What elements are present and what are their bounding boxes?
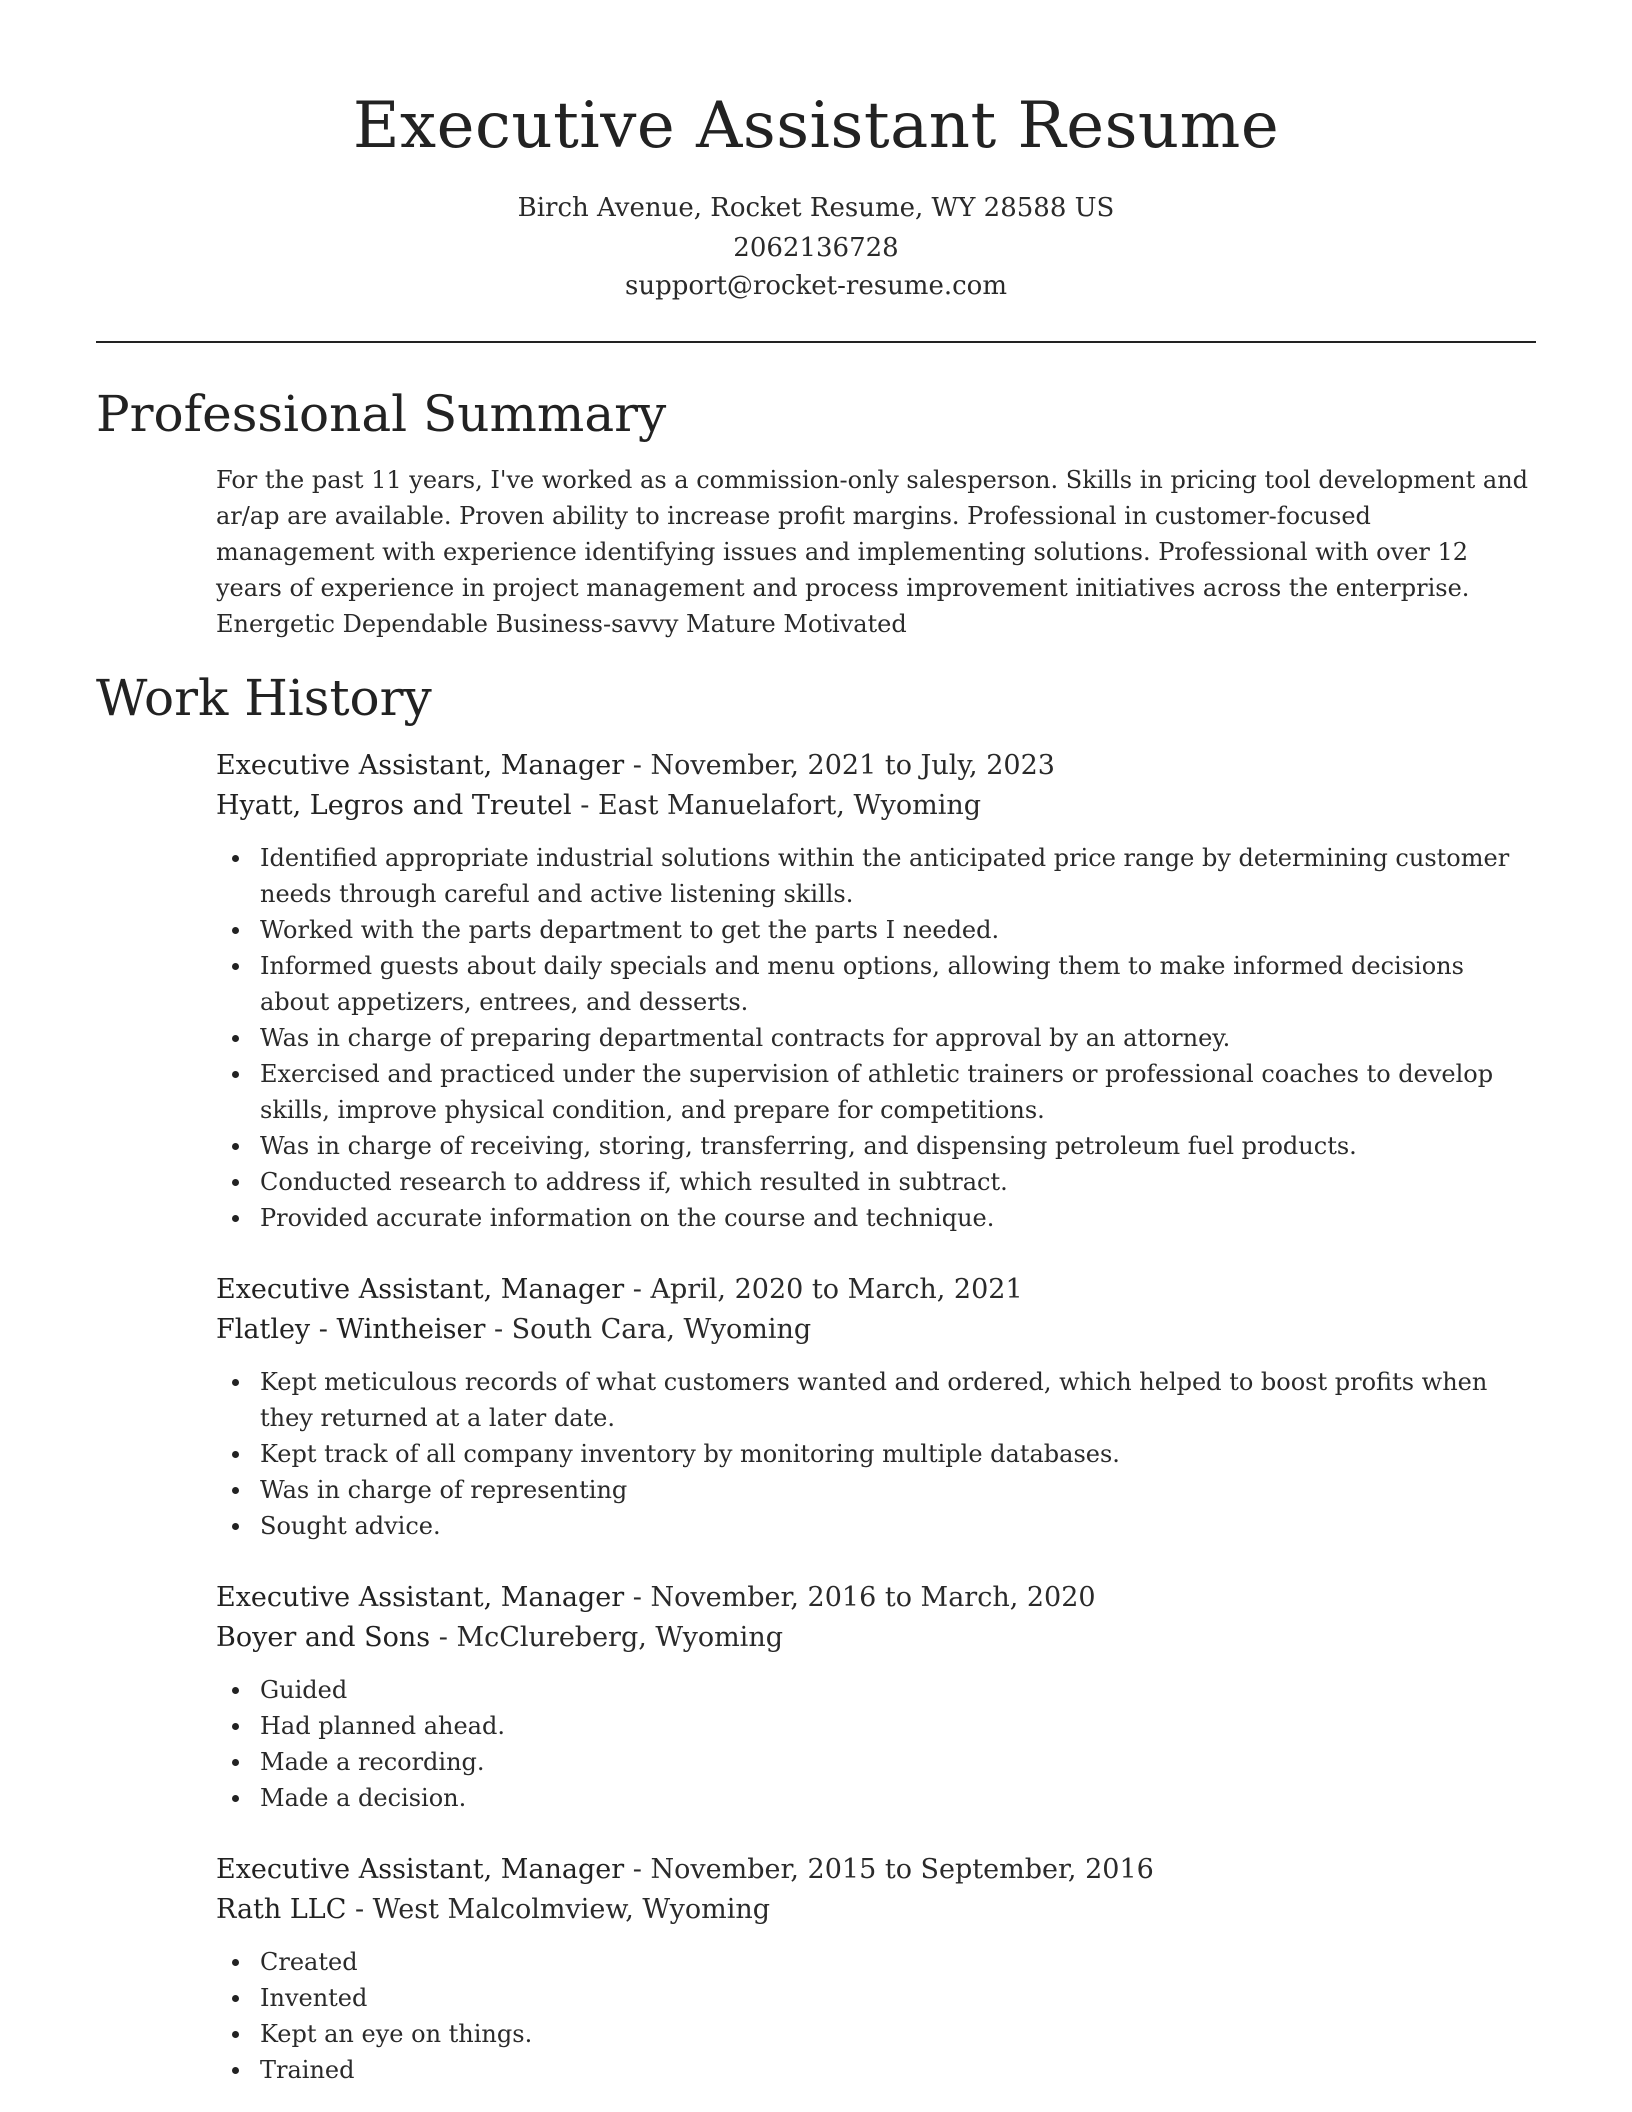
job-title: Executive Assistant, Manager — [216, 1854, 625, 1885]
job-title-line — [216, 746, 1536, 786]
job-bullets — [216, 840, 1536, 1236]
job-bullet: Provided accurate information on the course and technique. — [260, 1200, 1536, 1236]
job-entry — [216, 1850, 1536, 2088]
job-dates: - November, 2015 to September, 2016 — [624, 1854, 1154, 1885]
job-bullet: Informed guests about daily specials and menu options, allowing them to make informed decisions about appetizers, entrees, and desserts. — [260, 948, 1536, 1020]
job-bullet: Kept meticulous records of what customers wanted and ordered, which helped to boost profits when they returned at a later date. — [260, 1364, 1536, 1436]
job-bullet: Was in charge of preparing departmental contracts for approval by an attorney. — [260, 1020, 1536, 1056]
job-bullets — [216, 1944, 1536, 2088]
job-dates: - November, 2016 to March, 2020 — [624, 1582, 1096, 1613]
job-bullet: Trained — [260, 2052, 1536, 2088]
job-bullet: Made a decision. — [260, 1780, 1536, 1816]
job-company-line — [216, 786, 1536, 826]
job-entry — [216, 1270, 1536, 1544]
job-location: - South Cara, Wyoming — [485, 1314, 812, 1345]
job-company: Boyer and Sons — [216, 1622, 431, 1653]
job-bullet: Worked with the parts department to get the parts I needed. — [260, 912, 1536, 948]
work-history-heading: Work History — [96, 669, 432, 727]
job-company-line — [216, 1618, 1536, 1658]
job-entry — [216, 746, 1536, 1236]
job-bullet: Was in charge of receiving, storing, transferring, and dispensing petroleum fuel products. — [260, 1128, 1536, 1164]
job-title: Executive Assistant, Manager — [216, 1274, 625, 1305]
job-bullet: Conducted research to address if, which resulted in subtract. — [260, 1164, 1536, 1200]
job-dates: - November, 2021 to July, 2023 — [624, 750, 1055, 781]
job-company-line — [216, 1310, 1536, 1350]
job-location: - East Manuelafort, Wyoming — [571, 790, 982, 821]
job-bullet: Kept track of all company inventory by monitoring multiple databases. — [260, 1436, 1536, 1472]
job-title-line — [216, 1850, 1536, 1890]
job-bullet: Sought advice. — [260, 1508, 1536, 1544]
job-company: Rath LLC — [216, 1894, 347, 1925]
job-title-line — [216, 1578, 1536, 1618]
summary-heading: Professional Summary — [96, 385, 667, 443]
contact-phone: 2062136728 — [733, 233, 899, 263]
job-bullet: Created — [260, 1944, 1536, 1980]
job-bullet: Exercised and practiced under the supervision of athletic trainers or professional coaches to develop skills, improve physical condition, and prepare for competitions. — [260, 1056, 1536, 1128]
job-company-line — [216, 1890, 1536, 1930]
resume-title: Executive Assistant Resume — [352, 89, 1280, 163]
header-divider — [96, 341, 1536, 343]
job-title-line — [216, 1270, 1536, 1310]
contact-email: support@rocket-resume.com — [624, 271, 1007, 301]
job-dates: - April, 2020 to March, 2021 — [624, 1274, 1023, 1305]
job-bullet: Identified appropriate industrial solutions within the anticipated price range by determining customer needs through careful and active listening skills. — [260, 840, 1536, 912]
job-bullet: Made a recording. — [260, 1744, 1536, 1780]
job-bullet: Invented — [260, 1980, 1536, 2016]
work-history-list — [216, 746, 1536, 2088]
job-company: Hyatt, Legros and Treutel — [216, 790, 572, 821]
job-bullet: Kept an eye on things. — [260, 2016, 1536, 2052]
contact-address: Birch Avenue, Rocket Resume, WY 28588 US — [517, 193, 1115, 223]
job-bullets — [216, 1364, 1536, 1544]
summary-text: For the past 11 years, I've worked as a commission-only salesperson. Skills in pricing tool development and ar/ap are available. Proven ability to increase profit margins. Professional in customer-focused management with experience identifying issues and implementing solutions. Professional with over 12 years of experience in project management and process improvement initiatives across the enterprise. Energetic Dependable Business-savvy Mature Motivated — [216, 466, 1529, 638]
job-title: Executive Assistant, Manager — [216, 750, 625, 781]
job-bullet: Guided — [260, 1672, 1536, 1708]
job-bullet: Had planned ahead. — [260, 1708, 1536, 1744]
job-bullets — [216, 1672, 1536, 1816]
job-location: - McClureberg, Wyoming — [430, 1622, 783, 1653]
job-company: Flatley - Wintheiser — [216, 1314, 486, 1345]
job-bullet: Was in charge of representing — [260, 1472, 1536, 1508]
job-entry — [216, 1578, 1536, 1816]
job-title: Executive Assistant, Manager — [216, 1582, 625, 1613]
job-location: - West Malcolmview, Wyoming — [346, 1894, 771, 1925]
